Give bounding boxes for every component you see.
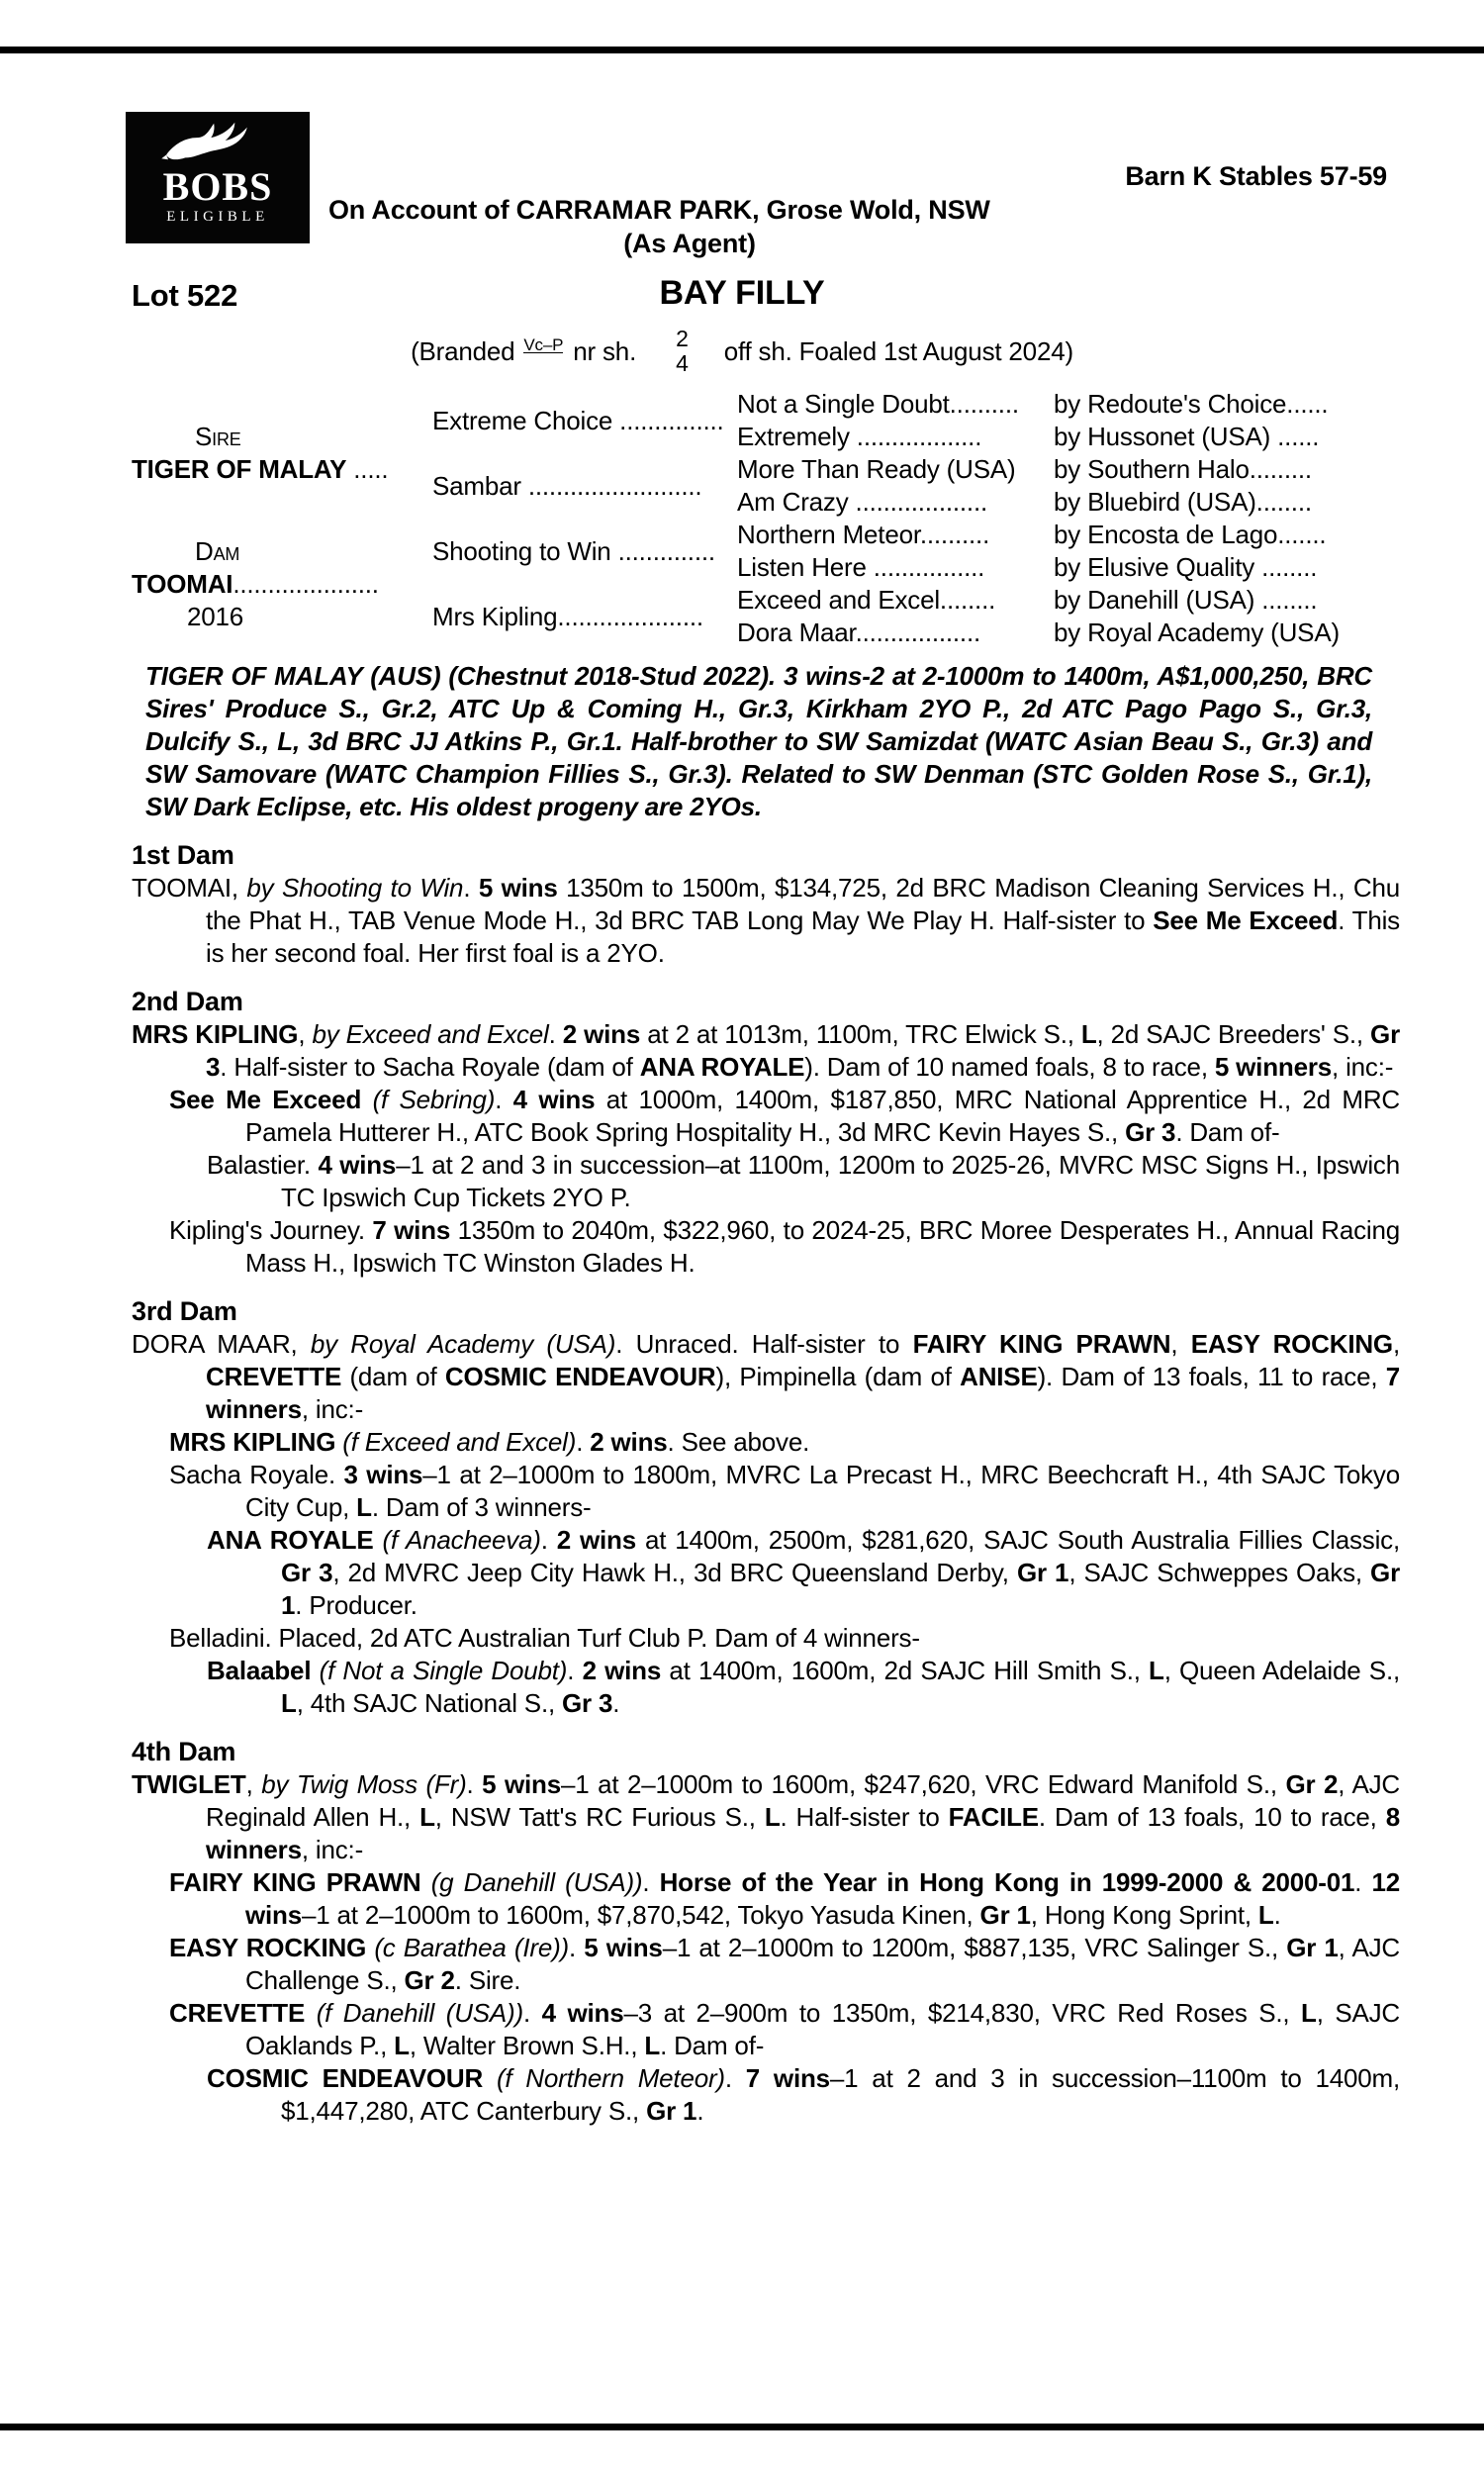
text-run: L <box>764 1802 781 1832</box>
pedigree-sire-cell <box>132 388 432 519</box>
text-run: MRS KIPLING <box>132 1019 299 1049</box>
text-run: at 1400m, 1600m, 2d SAJC Hill Smith S., <box>661 1656 1150 1685</box>
as-agent-text: (As Agent) <box>623 229 756 258</box>
text-run: ANA ROYALE <box>207 1525 374 1555</box>
text-run: FAIRY KING PRAWN <box>912 1329 1171 1359</box>
pedigree-paragraph <box>132 1524 1400 1622</box>
text-run: (c Barathea (Ire)) <box>374 1933 570 1962</box>
text-run: . <box>642 1867 660 1897</box>
pedigree-gen3-name: Northern Meteor.......... <box>737 520 990 549</box>
text-run: at 1400m, 2500m, $281,620, SAJC South Australia Fillies Classic, <box>636 1525 1400 1555</box>
text-run: COSMIC ENDEAVOUR <box>444 1362 716 1391</box>
pedigree-gen2-name: Shooting to Win .............. <box>432 535 715 566</box>
top-divider <box>0 47 1484 53</box>
pedigree-gen3-sireline: by Southern Halo......... <box>1054 454 1312 484</box>
pedigree-gen3-name: Extremely .................. <box>737 422 982 451</box>
text-run: , inc:- <box>301 1835 364 1864</box>
text-run: . Half-sister to <box>780 1802 949 1832</box>
pedigree-paragraph <box>132 1328 1400 1426</box>
text-run: 2 wins <box>590 1427 668 1457</box>
text-run: 4 wins <box>512 1085 596 1114</box>
text-run: DORA MAAR, <box>132 1329 311 1359</box>
text-run: . <box>1354 1867 1372 1897</box>
text-run: 7 wins <box>745 2063 830 2093</box>
text-run: , AJC Reginald Allen H., <box>206 1769 1400 1832</box>
text-run: 7 winners <box>206 1362 1400 1424</box>
dam-label: Dam <box>195 535 240 566</box>
text-run: , NSW Tatt's RC Furious S., <box>434 1802 765 1832</box>
pedigree-gen2-name: Mrs Kipling..................... <box>432 601 703 631</box>
text-run: 8 winners <box>206 1802 1400 1864</box>
text-run: . <box>548 1019 563 1049</box>
text-run: TOOMAI, <box>132 873 247 903</box>
text-run: 5 wins <box>478 873 558 903</box>
text-run: , <box>245 1769 262 1799</box>
text-run: Balastier. <box>207 1150 319 1180</box>
text-run: EASY ROCKING <box>169 1933 367 1962</box>
text-run: , SAJC Oaklands P., <box>245 1998 1401 2060</box>
text-run: Kipling's Journey. <box>169 1215 373 1245</box>
pedigree-paragraph <box>132 1149 1400 1214</box>
text-run: . See above. <box>667 1427 810 1457</box>
sire-label: Sire <box>195 422 241 451</box>
text-run: , <box>298 1019 313 1049</box>
text-run: . <box>495 1085 513 1114</box>
dam-year: 2016 <box>187 601 244 631</box>
text-run: –1 at 2–1000m to 1200m, $887,135, VRC Salinger S., <box>662 1933 1287 1962</box>
brand-line <box>0 327 1484 376</box>
pedigree-paragraph <box>132 1866 1400 1932</box>
brand-number-top: 2 <box>676 326 689 351</box>
pedigree-paragraph <box>132 2062 1400 2128</box>
text-run: (f Sebring) <box>372 1085 496 1114</box>
text-run <box>311 1656 319 1685</box>
brand-number-fraction <box>676 327 689 376</box>
dam-sections <box>132 839 1400 2128</box>
dam-section-heading: 3rd Dam <box>132 1296 237 1326</box>
horse-head-icon <box>157 117 278 166</box>
text-run: L <box>356 1492 372 1522</box>
dam-section-heading: 4th Dam <box>132 1737 236 1766</box>
text-run: Balaabel <box>207 1656 312 1685</box>
text-run: , 2d MVRC Jeep City Hawk H., 3d BRC Queensland Derby, <box>332 1558 1017 1587</box>
text-run: . <box>724 2063 746 2093</box>
text-run: . Dam of- <box>660 2031 765 2060</box>
text-run: ANA ROYALE <box>639 1052 805 1082</box>
text-run: Gr 3 <box>562 1688 613 1718</box>
sire-name <box>132 453 432 486</box>
text-run: L <box>394 2031 410 2060</box>
text-run: . <box>540 1525 557 1555</box>
text-run: Gr 1 <box>646 2096 697 2126</box>
text-run: . Dam of 3 winners- <box>371 1492 592 1522</box>
text-run: CREVETTE <box>206 1362 342 1391</box>
text-run: –1 at 2–1000m to 1600m, $7,870,542, Tokyo Yasuda Kinen, <box>302 1900 980 1930</box>
pedigree-gen3-sireline: by Encosta de Lago....... <box>1054 520 1327 549</box>
text-run: . <box>576 1427 591 1457</box>
text-run: by Exceed and Excel <box>312 1019 549 1049</box>
dam-name <box>132 568 432 601</box>
text-run: , Hong Kong Sprint, <box>1030 1900 1258 1930</box>
horse-description-title: BAY FILLY <box>659 274 825 312</box>
text-run: 2 wins <box>556 1525 636 1555</box>
text-run: 5 wins <box>482 1769 561 1799</box>
text-run <box>421 1867 431 1897</box>
text-run: Gr 3 <box>206 1019 1400 1082</box>
text-run: . <box>567 1656 583 1685</box>
text-run <box>483 2063 497 2093</box>
text-run: , SAJC Schweppes Oaks, <box>1068 1558 1371 1587</box>
dam-section <box>132 839 1400 970</box>
pedigree-paragraph <box>132 1214 1400 1280</box>
bottom-divider <box>0 2424 1484 2430</box>
text-run: at 1000m, 1400m, $187,850, MRC National Apprentice H., 2d MRC Pamela Hutterer H., ATC Book Spring Hospitality H., 3d MRC Kevin Hayes S., <box>245 1085 1400 1147</box>
text-run: 5 winners <box>1214 1052 1333 1082</box>
text-run: 12 wins <box>245 1867 1400 1930</box>
dam-name-text: TOOMAI <box>132 568 233 599</box>
dam-section <box>132 986 1400 1280</box>
dam-section <box>132 1736 1400 2128</box>
text-run: , 4th SAJC National S., <box>296 1688 563 1718</box>
text-run: . Unraced. Half-sister to <box>615 1329 913 1359</box>
pedigree-paragraph <box>132 872 1400 970</box>
text-run: 1350m to 2040m, $322,960, to 2024-25, BRC Moree Desperates H., Annual Racing Mass H., Ipswich TC Winston Glades H. <box>245 1215 1400 1278</box>
text-run: 4 wins <box>318 1150 397 1180</box>
text-run: 4 wins <box>541 1998 624 2028</box>
text-run: EASY ROCKING <box>1190 1329 1393 1359</box>
text-run: . <box>569 1933 585 1962</box>
text-run: L <box>281 1688 297 1718</box>
text-run: Gr 2 <box>404 1965 455 1995</box>
text-run: 5 wins <box>584 1933 663 1962</box>
text-run: (f Exceed and Excel) <box>342 1427 577 1457</box>
text-run: . This is her second foal. Her first foal is a 2YO. <box>206 905 1400 968</box>
text-run: MRS KIPLING <box>169 1427 336 1457</box>
text-run: . Dam of 13 foals, 10 to race, <box>1038 1802 1386 1832</box>
text-run: . Sire. <box>454 1965 521 1995</box>
text-run: –1 at 2 and 3 in succession–1100m to 1400m, $1,447,280, ATC Canterbury S., <box>281 2063 1401 2126</box>
text-run: , Walter Brown S.H., <box>409 2031 645 2060</box>
text-run: , <box>1170 1329 1191 1359</box>
text-run: Gr 3 <box>281 1558 333 1587</box>
text-run: , 2d SAJC Breeders' S., <box>1096 1019 1371 1049</box>
bobs-logo-title: BOBS <box>162 164 273 209</box>
text-run: See Me Exceed <box>169 1085 362 1114</box>
pedigree-gen2-name: Extreme Choice ............... <box>432 405 724 435</box>
near-side-label: nr sh. <box>573 335 637 366</box>
text-run: CREVETTE <box>169 1998 306 2028</box>
text-run: Gr 1 <box>281 1558 1400 1620</box>
text-run: (f Danehill (USA)) <box>316 1998 523 2028</box>
pedigree-gen3-sireline: by Royal Academy (USA) <box>1054 618 1340 647</box>
text-run: . <box>696 2096 704 2126</box>
pedigree-content <box>132 388 1400 2128</box>
text-run: 2 wins <box>582 1656 662 1685</box>
text-run: (f Anacheeva) <box>382 1525 541 1555</box>
lot-number: Lot 522 <box>132 278 238 313</box>
text-run: (g Danehill (USA)) <box>430 1867 643 1897</box>
text-run: at 2 at 1013m, 1100m, TRC Elwick S., <box>640 1019 1081 1049</box>
pedigree-gen3-sireline: by Danehill (USA) ........ <box>1054 585 1318 615</box>
text-run: Gr 1 <box>1286 1933 1339 1962</box>
text-run: by Twig Moss (Fr) <box>261 1769 467 1799</box>
pedigree-paragraph <box>132 1997 1400 2062</box>
text-run: . <box>1273 1900 1281 1930</box>
vendor-account-text: On Account of CARRAMAR PARK, Grose Wold, NSW <box>328 195 990 225</box>
pedigree-paragraph <box>132 1426 1400 1459</box>
text-run: –1 at 2–1000m to 1600m, $247,620, VRC Edward Manifold S., <box>561 1769 1286 1799</box>
text-run: 1350m to 1500m, $134,725, 2d BRC Madison Cleaning Services H., Chu the Phat H., TAB Venue Mode H., 3d BRC TAB Long May We Play H. Half-sister to <box>206 873 1400 935</box>
sire-name-text: TIGER OF MALAY <box>132 454 347 484</box>
pedigree-gen3-name: Dora Maar.................. <box>737 618 981 647</box>
text-run: . <box>612 1688 620 1718</box>
text-run: (dam of <box>341 1362 445 1391</box>
text-run: –1 at 2 and 3 in succession–at 1100m, 1200m to 2025-26, MVRC MSC Signs H., Ipswich TC Ipswich Cup Tickets 2YO P. <box>281 1150 1400 1212</box>
text-run: Horse of the Year in Hong Kong in 1999-2000 & 2000-01 <box>659 1867 1355 1897</box>
pedigree-paragraph <box>132 1084 1400 1149</box>
text-run <box>361 1085 372 1114</box>
text-run: Gr 1 <box>1016 1558 1069 1587</box>
barn-stables-text: Barn K Stables 57-59 <box>1125 161 1387 191</box>
off-side-foaled-text: off sh. Foaled 1st August 2024) <box>723 335 1073 366</box>
pedigree-gen3-name: Exceed and Excel........ <box>737 585 996 615</box>
dot-leader: ..................... <box>232 568 379 599</box>
pedigree-paragraph <box>132 1655 1400 1720</box>
text-run: . <box>466 1769 483 1799</box>
text-run: Sacha Royale. <box>169 1460 344 1489</box>
pedigree-gen3-name: Not a Single Doubt.......... <box>737 389 1019 419</box>
pedigree-dam-cell <box>132 519 432 649</box>
pedigree-gen3-sireline: by Bluebird (USA)........ <box>1054 487 1312 517</box>
text-run: 7 wins <box>372 1215 451 1245</box>
sire-summary-paragraph: TIGER OF MALAY (AUS) (Chestnut 2018-Stud 2022). 3 wins-2 at 2-1000m to 1400m, A$1,000,250, BRC Sires' Produce S., Gr.2, ATC Up & Coming H., Gr.3, Kirkham 2YO P., 2d ATC Pago Pago S., Gr.3, Dulcify S., L, 3d BRC JJ Atkins P., Gr.1. Half-brother to SW Samizdat (WATC Asian Beau S., Gr.3) and SW Samovare (WATC Champion Fillies S., Gr.3). Related to SW Denman (STC Golden Rose S., Gr.1), SW Dark Eclipse, etc. His oldest progeny are 2YOs. <box>145 661 1372 821</box>
pedigree-paragraph <box>132 1622 1400 1655</box>
text-run: TWIGLET <box>132 1769 246 1799</box>
bobs-logo-subtitle: ELIGIBLE <box>166 209 269 225</box>
pedigree-gen3-name: More Than Ready (USA) <box>737 454 1016 484</box>
text-run: ), Pimpinella (dam of <box>715 1362 961 1391</box>
text-run: –3 at 2–900m to 1350m, $214,830, VRC Red Roses S., <box>623 1998 1302 2028</box>
text-run: (f Not a Single Doubt) <box>319 1656 568 1685</box>
dam-section-heading: 1st Dam <box>132 840 234 870</box>
text-run: . Dam of- <box>1175 1117 1280 1147</box>
text-run: Gr 1 <box>979 1900 1031 1930</box>
pedigree-gen3-name: Listen Here ................ <box>737 552 985 582</box>
text-run: , inc:- <box>1332 1052 1394 1082</box>
text-run: . Half-sister to Sacha Royale (dam of <box>220 1052 640 1082</box>
pedigree-gen3-name: Am Crazy ................... <box>737 487 987 517</box>
pedigree-paragraph <box>132 1018 1400 1084</box>
pedigree-paragraph <box>132 1459 1400 1524</box>
text-run: Gr 3 <box>1125 1117 1176 1147</box>
pedigree-paragraph <box>132 1768 1400 1866</box>
text-run: L <box>644 2031 661 2060</box>
text-run <box>305 1998 317 2028</box>
brand-number-bottom: 4 <box>676 350 689 376</box>
pedigree-gen2-name: Sambar ......................... <box>432 470 702 501</box>
text-run: Gr 2 <box>1285 1769 1339 1799</box>
text-run: by Shooting to Win <box>246 873 464 903</box>
dot-leader: ..... <box>346 454 389 484</box>
pedigree-gen3-sireline: by Hussonet (USA) ...... <box>1054 422 1320 451</box>
text-run: See Me Exceed <box>1153 905 1339 935</box>
text-run: L <box>1257 1900 1274 1930</box>
dam-section <box>132 1295 1400 1720</box>
text-run: . Producer. <box>295 1590 417 1620</box>
pedigree-table <box>132 388 1400 649</box>
text-run: L <box>1080 1019 1097 1049</box>
text-run: ). Dam of 13 foals, 11 to race, <box>1037 1362 1386 1391</box>
dam-section-heading: 2nd Dam <box>132 987 243 1016</box>
text-run: Belladini. Placed, 2d ATC Australian Turf Club P. Dam of 4 winners- <box>169 1623 920 1653</box>
text-run: by Royal Academy (USA) <box>310 1329 616 1359</box>
text-run: FACILE <box>948 1802 1039 1832</box>
text-run: L <box>1301 1998 1317 2028</box>
text-run: COSMIC ENDEAVOUR <box>207 2063 484 2093</box>
text-run: L <box>1149 1656 1164 1685</box>
text-run: , Queen Adelaide S., <box>1163 1656 1400 1685</box>
text-run: , AJC Challenge S., <box>245 1933 1400 1995</box>
text-run: ). Dam of 10 named foals, 8 to race, <box>804 1052 1215 1082</box>
text-run: , <box>1392 1329 1400 1359</box>
pedigree-gen3-sireline: by Redoute's Choice...... <box>1054 389 1329 419</box>
text-run: . <box>463 873 479 903</box>
text-run: –1 at 2–1000m to 1800m, MVRC La Precast H., MRC Beechcraft H., 4th SAJC Tokyo City Cup, <box>245 1460 1400 1522</box>
pedigree-gen3-sireline: by Elusive Quality ........ <box>1054 552 1318 582</box>
text-run: FAIRY KING PRAWN <box>169 1867 421 1897</box>
text-run: . <box>522 1998 542 2028</box>
brand-prefix: (Branded <box>411 335 515 366</box>
text-run: ANISE <box>960 1362 1038 1391</box>
pedigree-paragraph <box>132 1932 1400 1997</box>
text-run: 3 wins <box>343 1460 423 1489</box>
brand-mark: Vc–P <box>523 334 564 354</box>
text-run: L <box>419 1802 435 1832</box>
text-run: (f Northern Meteor) <box>496 2063 725 2093</box>
text-run: 2 wins <box>562 1019 641 1049</box>
text-run: , inc:- <box>301 1394 364 1424</box>
